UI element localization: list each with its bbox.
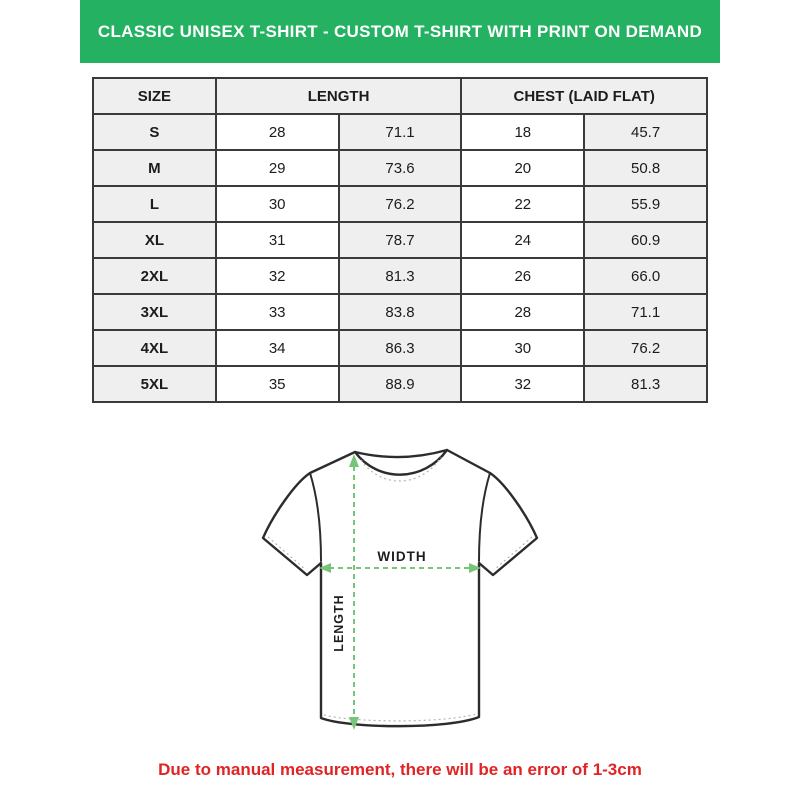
chest-cm-cell: 76.2 — [584, 330, 707, 366]
table-row — [93, 186, 707, 222]
length-cm-cell: 73.6 — [339, 150, 462, 186]
length-cm-cell: 76.2 — [339, 186, 462, 222]
chest-cm-cell: 66.0 — [584, 258, 707, 294]
length-cm-cell: 71.1 — [339, 114, 462, 150]
tshirt-outline — [263, 450, 537, 726]
chest-in-cell: 18 — [461, 114, 584, 150]
page-title: CLASSIC UNISEX T-SHIRT - CUSTOM T-SHIRT WITH PRINT ON DEMAND — [97, 21, 703, 41]
column-header-chest: CHEST (LAID FLAT) — [461, 78, 707, 114]
size-cell: L — [93, 186, 216, 222]
size-cell: 5XL — [93, 366, 216, 402]
size-cell: 2XL — [93, 258, 216, 294]
length-label: LENGTH — [332, 594, 346, 652]
chest-cm-cell: 50.8 — [584, 150, 707, 186]
length-cm-cell: 78.7 — [339, 222, 462, 258]
length-in-cell: 35 — [216, 366, 339, 402]
size-cell: 3XL — [93, 294, 216, 330]
chest-in-cell: 30 — [461, 330, 584, 366]
column-header-length: LENGTH — [216, 78, 462, 114]
chest-cm-cell: 71.1 — [584, 294, 707, 330]
measurement-note: Due to manual measurement, there will be an error of 1-3cm — [158, 760, 642, 779]
length-cm-cell: 86.3 — [339, 330, 462, 366]
size-cell: 4XL — [93, 330, 216, 366]
chest-cm-cell: 60.9 — [584, 222, 707, 258]
length-in-cell: 28 — [216, 114, 339, 150]
width-label: WIDTH — [377, 549, 427, 564]
length-in-cell: 32 — [216, 258, 339, 294]
chest-cm-cell: 81.3 — [584, 366, 707, 402]
table-row — [93, 114, 707, 150]
chest-cm-cell: 55.9 — [584, 186, 707, 222]
table-header-row — [93, 78, 707, 114]
table-row — [93, 366, 707, 402]
length-in-cell: 33 — [216, 294, 339, 330]
chest-in-cell: 26 — [461, 258, 584, 294]
size-chart-table — [92, 77, 708, 403]
chest-in-cell: 24 — [461, 222, 584, 258]
tshirt-diagram — [240, 430, 560, 750]
table-row — [93, 330, 707, 366]
title-banner — [80, 0, 720, 63]
length-cm-cell: 88.9 — [339, 366, 462, 402]
size-cell: S — [93, 114, 216, 150]
column-header-size: SIZE — [93, 78, 216, 114]
chest-in-cell: 20 — [461, 150, 584, 186]
length-in-cell: 31 — [216, 222, 339, 258]
chest-in-cell: 32 — [461, 366, 584, 402]
size-cell: M — [93, 150, 216, 186]
table-row — [93, 150, 707, 186]
length-cm-cell: 83.8 — [339, 294, 462, 330]
length-in-cell: 34 — [216, 330, 339, 366]
length-cm-cell: 81.3 — [339, 258, 462, 294]
length-in-cell: 29 — [216, 150, 339, 186]
table-row — [93, 222, 707, 258]
chest-in-cell: 28 — [461, 294, 584, 330]
chest-cm-cell: 45.7 — [584, 114, 707, 150]
table-row — [93, 258, 707, 294]
size-cell: XL — [93, 222, 216, 258]
table-row — [93, 294, 707, 330]
length-in-cell: 30 — [216, 186, 339, 222]
chest-in-cell: 22 — [461, 186, 584, 222]
